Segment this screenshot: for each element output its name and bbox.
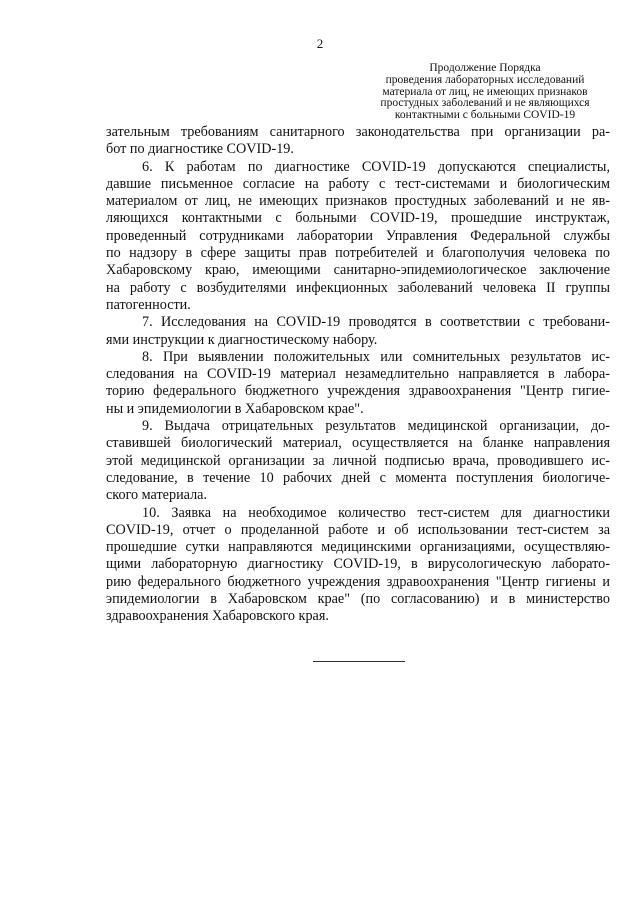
- text-line: ями инструкции к диагностическому набору.: [106, 331, 378, 348]
- paragraph-item-8: [106, 349, 610, 418]
- text-line: прошедшие сутки направляются медицинскими организациями, осуществляю-: [106, 539, 610, 556]
- text-line: здравоохранения Хабаровского края.: [106, 608, 329, 625]
- document-body: [106, 124, 610, 626]
- paragraph-item-6: [106, 159, 610, 315]
- text-line: ны и эпидемиологии в Хабаровском крае".: [106, 400, 364, 417]
- text-line: Хабаровскому краю, имеющими санитарно-эпидемиологическое заключение: [106, 262, 610, 279]
- text-line: патогенности.: [106, 296, 191, 313]
- text-line: ляющихся контактными с больными COVID-19, прошедшие инструктаж,: [106, 210, 610, 227]
- page-number: 2: [316, 36, 324, 51]
- continuation-line: материала от лиц, не имеющих признаков: [382, 85, 588, 98]
- text-line: 10. Заявка на необходимое количество тест-систем для диагностики: [142, 504, 610, 521]
- continuation-line: проведения лабораторных исследований: [385, 73, 585, 86]
- paragraph-continued: [106, 124, 610, 159]
- paragraph-item-10: [106, 505, 610, 626]
- paragraph-item-7: [106, 314, 610, 349]
- text-line: зательным требованиям санитарного законодательства при организации ра-: [106, 124, 610, 140]
- text-line: рию федерального бюджетного учреждения здравоохранения "Центр гигиены и: [106, 573, 610, 590]
- text-line: 9. Выдача отрицательных результатов медицинской организации, до-: [142, 418, 610, 435]
- text-line: следование, в течение 10 рабочих дней с момента поступления биологиче-: [106, 469, 610, 486]
- text-line: ставившей биологический материал, осуществляется на бланке направления: [106, 435, 610, 452]
- paragraph-item-9: [106, 418, 610, 504]
- text-line: материалом от лиц, не имеющих признаков простудных заболеваний и не яв-: [106, 193, 610, 210]
- text-line: бот по диагностике COVID-19.: [106, 141, 294, 158]
- text-line: ского материала.: [106, 487, 208, 504]
- text-line: проведенный сотрудниками лаборатории Управления Федеральной службы: [106, 227, 610, 244]
- text-line: на работу с возбудителями инфекционных заболеваний человека II группы: [106, 279, 610, 296]
- text-line: 7. Исследования на COVID-19 проводятся в соответствии с требовани-: [142, 314, 610, 331]
- text-line: следования на COVID-19 материал незамедлительно направляется в лабора-: [106, 366, 610, 383]
- continuation-header: [360, 63, 610, 122]
- text-line: щими лабораторную диагностику COVID-19, в вирусологическую лаборато-: [106, 556, 610, 573]
- text-line: COVID-19, отчет о проделанной работе и об использовании тест-систем за: [106, 521, 610, 538]
- text-line: 8. При выявлении положительных или сомнительных результатов ис-: [142, 348, 610, 365]
- text-line: этой медицинской организации за личной подписью врача, проводившего ис-: [106, 452, 610, 469]
- text-line: давшие письменное согласие на работу с тест-системами и биологическим: [106, 175, 610, 192]
- continuation-line: контактными с больными COVID-19: [394, 109, 576, 122]
- text-line: 6. К работам по диагностике COVID-19 допускаются специалисты,: [142, 158, 610, 175]
- text-line: торию федерального бюджетного учреждения здравоохранения "Центр гигие-: [106, 383, 610, 400]
- continuation-line: Продолжение Порядка: [429, 62, 541, 74]
- text-line: эпидемиологии в Хабаровском крае" (по согласованию) и в министерство: [106, 591, 610, 608]
- continuation-line: простудных заболеваний и не являющихся: [380, 97, 590, 110]
- end-divider: [313, 661, 405, 662]
- text-line: по надзору в сфере защиты прав потребителей и благополучия человека по: [106, 245, 610, 262]
